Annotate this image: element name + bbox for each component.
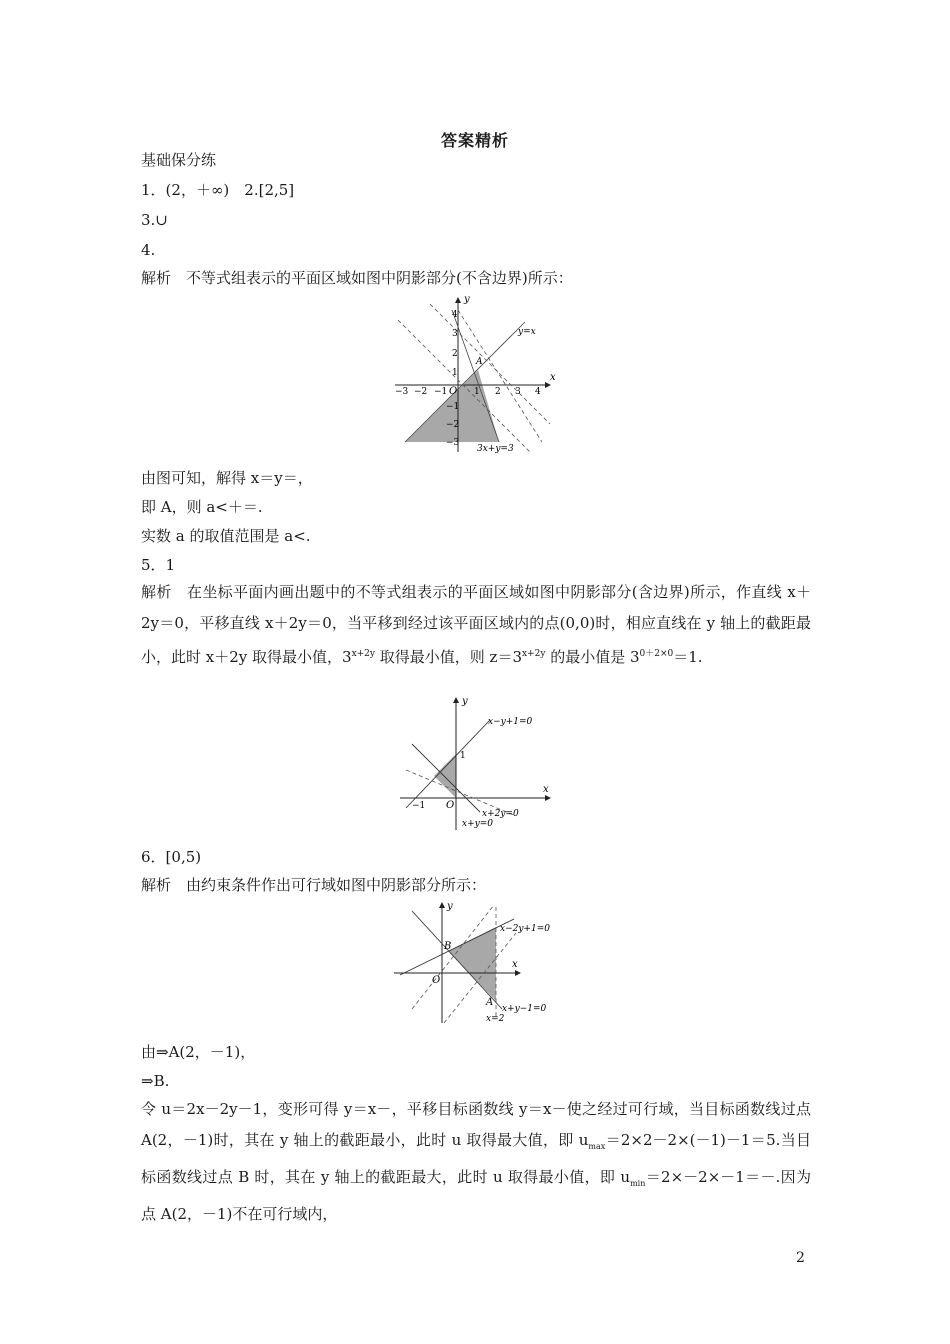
fig1-xtick: −1 bbox=[434, 387, 448, 397]
answer-5-analysis bbox=[141, 577, 811, 673]
fig1-line-label: 3x+y=3 bbox=[477, 444, 514, 454]
answer-6-paragraph bbox=[141, 1094, 811, 1230]
figure-1 bbox=[390, 290, 560, 458]
fig1-origin: O bbox=[449, 386, 458, 397]
answer-6-line-1: 由⇒A(2，－1)， bbox=[141, 1043, 256, 1061]
fig2-line-label: x−y+1=0 bbox=[488, 717, 533, 727]
fig1-x-label: x bbox=[550, 372, 556, 383]
answer-4-line-1: 由图可知，解得 x＝y＝， bbox=[141, 469, 313, 487]
fig1-line-label: y=x bbox=[518, 327, 536, 337]
fig3-y-label: y bbox=[447, 901, 453, 912]
answer-6-text: ＝2×2－2×(－1)－1＝5.当目标函数线过点 B 时，其在 y 轴上的截距最大，此时 u 取得最小值，即 u bbox=[141, 1131, 812, 1186]
fig1-y-label: y bbox=[464, 294, 470, 305]
answer-4-analysis: 解析 不等式组表示的平面区域如图中阴影部分(不含边界)所示： bbox=[141, 269, 573, 287]
figure-3 bbox=[390, 897, 565, 1027]
fig1-ytick: 3 bbox=[452, 329, 458, 339]
fig1-xtick: −2 bbox=[414, 387, 428, 397]
fig1-ytick: 2 bbox=[452, 349, 458, 359]
answer-5-text: 解析 在坐标平面内画出题中的不等式组表示的平面区域如图中阴影部分(含边界)所示，作直线 x＋2y＝0，平移直线 x＋2y＝0，当平移到经过该平面区域内的点(0,0)时，相应直线在 y 轴上的截距最小，此时 x＋2y 取得最小值，3 bbox=[141, 583, 811, 666]
answer-5-text: 取得最小值，则 z＝3 bbox=[375, 648, 522, 666]
answer-6-subscript: max bbox=[588, 1142, 606, 1151]
fig1-ytick: 1 bbox=[452, 368, 458, 378]
page-title: 答案精析 bbox=[440, 131, 509, 150]
answer-5-text: ＝1. bbox=[673, 648, 703, 666]
fig3-point-a: A bbox=[486, 997, 494, 1008]
answer-6-line-2: ⇒B. bbox=[141, 1072, 170, 1090]
fig1-xtick: 3 bbox=[515, 387, 521, 397]
fig3-point-b: B bbox=[444, 941, 452, 952]
answer-1-2: 1．(2，＋∞) 2.[2,5] bbox=[141, 181, 295, 199]
fig2-x-label: x bbox=[543, 784, 549, 795]
fig2-line-label: x+y=0 bbox=[462, 819, 493, 829]
answer-6-analysis: 解析 由约束条件作出可行域如图中阴影部分所示： bbox=[141, 876, 487, 894]
fig1-xtick: 2 bbox=[495, 387, 501, 397]
fig1-xtick: 1 bbox=[474, 387, 480, 397]
fig3-line-label: x+y−1=0 bbox=[502, 1004, 547, 1014]
section-heading: 基础保分练 bbox=[141, 151, 217, 169]
answer-5: 5．1 bbox=[141, 556, 176, 574]
fig1-ytick: −1 bbox=[446, 402, 460, 412]
fig2-origin: O bbox=[446, 800, 455, 811]
answer-5-text: 的最小值是 3 bbox=[545, 648, 640, 666]
answer-6-text: 令 u＝2x－2y－1，变形可得 y＝x－，平移目标函数线 y＝x－使之经过可行域，当目标函数线过点 A(2，－1)时，其在 y 轴上的截距最小，此时 u 取得最大值，即 u bbox=[141, 1100, 811, 1149]
fig3-x-label: x bbox=[512, 959, 518, 970]
page-number: 2 bbox=[796, 1250, 805, 1266]
answer-6: 6．[0,5) bbox=[141, 848, 202, 866]
fig3-line-label: x−2y+1=0 bbox=[500, 924, 550, 934]
fig1-xtick: 4 bbox=[535, 387, 541, 397]
fig2-y-label: y bbox=[462, 696, 468, 707]
fig1-xtick: −3 bbox=[395, 387, 409, 397]
fig2-line-label: x+2y=0 bbox=[482, 809, 519, 819]
answer-4-line-3: 实数 a 的取值范围是 a<. bbox=[141, 527, 311, 545]
fig1-ytick: −2 bbox=[446, 420, 460, 430]
fig2-xtick: −1 bbox=[412, 801, 426, 811]
answer-6-text: ＝2×－2×－1＝－.因为点 A(2，－1)不在可行域内， bbox=[141, 1168, 811, 1223]
answer-6-subscript: min bbox=[630, 1179, 646, 1188]
feasible-region bbox=[448, 927, 496, 1001]
fig3-origin: O bbox=[432, 975, 441, 986]
answer-5-superscript: 0＋2×0 bbox=[639, 649, 674, 659]
feasible-region bbox=[434, 754, 456, 798]
answer-5-superscript: x+2y bbox=[351, 649, 375, 659]
fig1-point-label: A bbox=[476, 357, 483, 367]
answer-4: 4. bbox=[141, 241, 156, 259]
answer-5-superscript: x+2y bbox=[521, 649, 546, 659]
answer-4-line-2: 即 A，则 a<＋＝. bbox=[141, 498, 263, 516]
answer-3: 3.∪ bbox=[141, 211, 168, 229]
fig3-line-label: x=2 bbox=[486, 1014, 505, 1024]
fig1-ytick: 4 bbox=[452, 310, 458, 320]
figure-2 bbox=[398, 692, 558, 832]
fig1-ytick: −3 bbox=[446, 438, 460, 448]
fig2-ytick: 1 bbox=[460, 751, 466, 761]
